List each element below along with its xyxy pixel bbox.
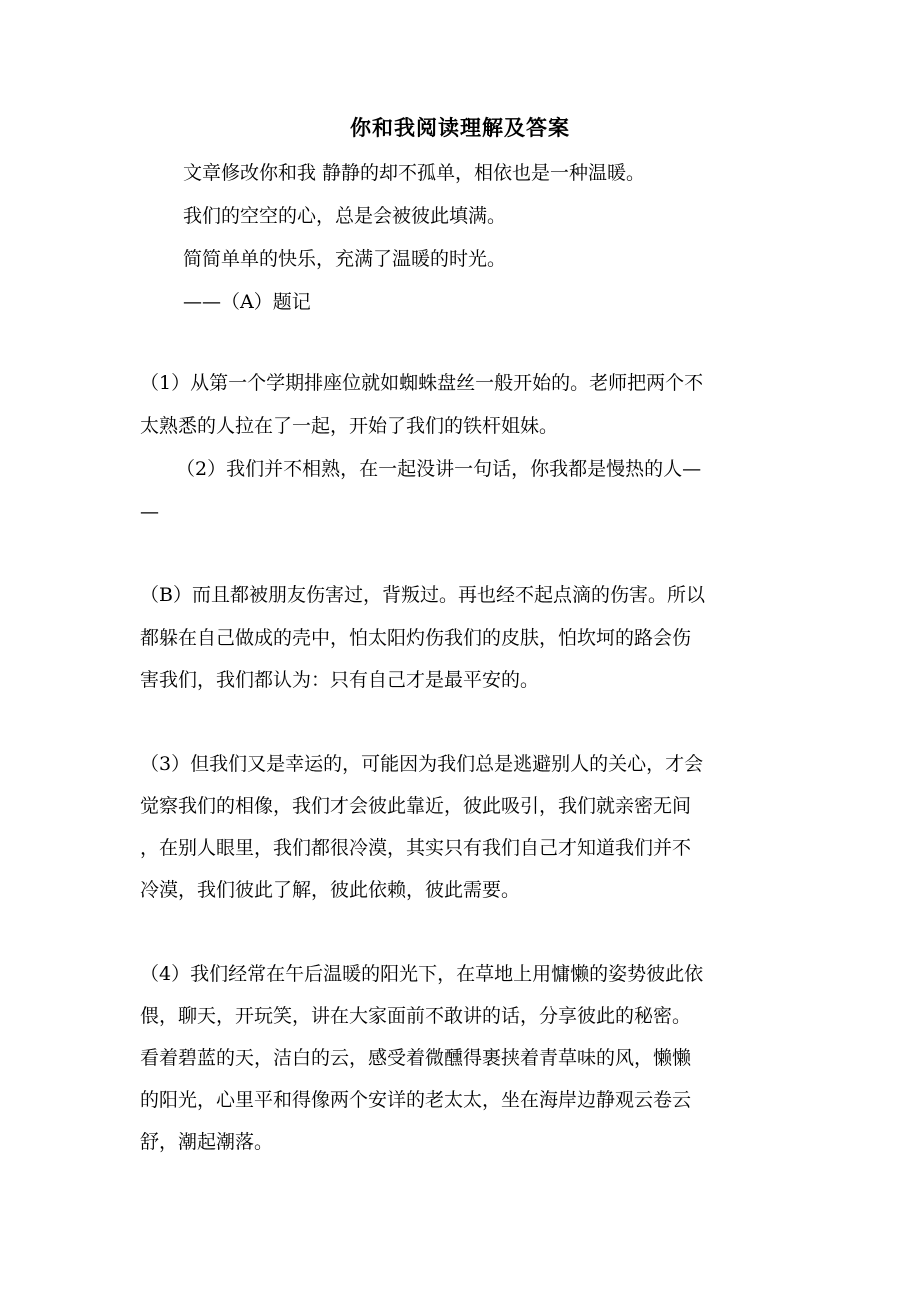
paragraph-3-line-1: （3）但我们又是幸运的，可能因为我们总是逃避别人的关心，才会 [140, 753, 704, 775]
paragraph-3-line-3: ，在别人眼里，我们都很冷漠，其实只有我们自己才知道我们并不 [140, 837, 692, 859]
paragraph-3-line-4: 冷漠，我们彼此了解，彼此依赖，彼此需要。 [140, 879, 521, 901]
intro-line-2: 我们的空空的心，总是会被彼此填满。 [183, 205, 507, 227]
intro-line-1: 文章修改你和我 静静的却不孤单，相依也是一种温暖。 [183, 162, 646, 184]
paragraph-b-line-3: 害我们，我们都认为：只有自己才是最平安的。 [140, 669, 540, 691]
paragraph-4-line-1: （4）我们经常在午后温暖的阳光下，在草地上用慵懒的姿势彼此依 [140, 963, 704, 985]
paragraph-2-line-2: — [140, 501, 159, 523]
paragraph-b-line-2: 都躲在自己做成的壳中，怕太阳灼伤我们的皮肤，怕坎坷的路会伤 [140, 627, 692, 649]
paragraph-4-line-2: 偎，聊天，开玩笑，讲在大家面前不敢讲的话，分享彼此的秘密。 [140, 1005, 692, 1027]
intro-line-3: 简简单单的快乐，充满了温暖的时光。 [183, 248, 507, 270]
paragraph-4-line-3: 看着碧蓝的天，洁白的云，感受着微醺得裹挟着青草味的风，懒懒 [140, 1047, 692, 1069]
paragraph-1-line-2: 太熟悉的人拉在了一起，开始了我们的铁杆姐妹。 [140, 415, 559, 437]
paragraph-4-line-5: 舒，潮起潮落。 [140, 1131, 274, 1153]
paragraph-b-line-1: （B）而且都被朋友伤害过，背叛过。再也经不起点滴的伤害。所以 [140, 584, 705, 606]
paragraph-4-line-4: 的阳光，心里平和得像两个安详的老太太，坐在海岸边静观云卷云 [140, 1089, 692, 1111]
document-title: 你和我阅读理解及答案 [350, 115, 570, 140]
paragraph-1-line-1: （1）从第一个学期排座位就如蜘蛛盘丝一般开始的。老师把两个不 [140, 372, 704, 394]
paragraph-2-line-1: （2）我们并不相熟，在一起没讲一句话，你我都是慢热的人— [176, 458, 702, 480]
paragraph-3-line-2: 觉察我们的相像，我们才会彼此靠近，彼此吸引，我们就亲密无间 [140, 795, 692, 817]
epigraph-line: ——（A）题记 [183, 291, 311, 313]
